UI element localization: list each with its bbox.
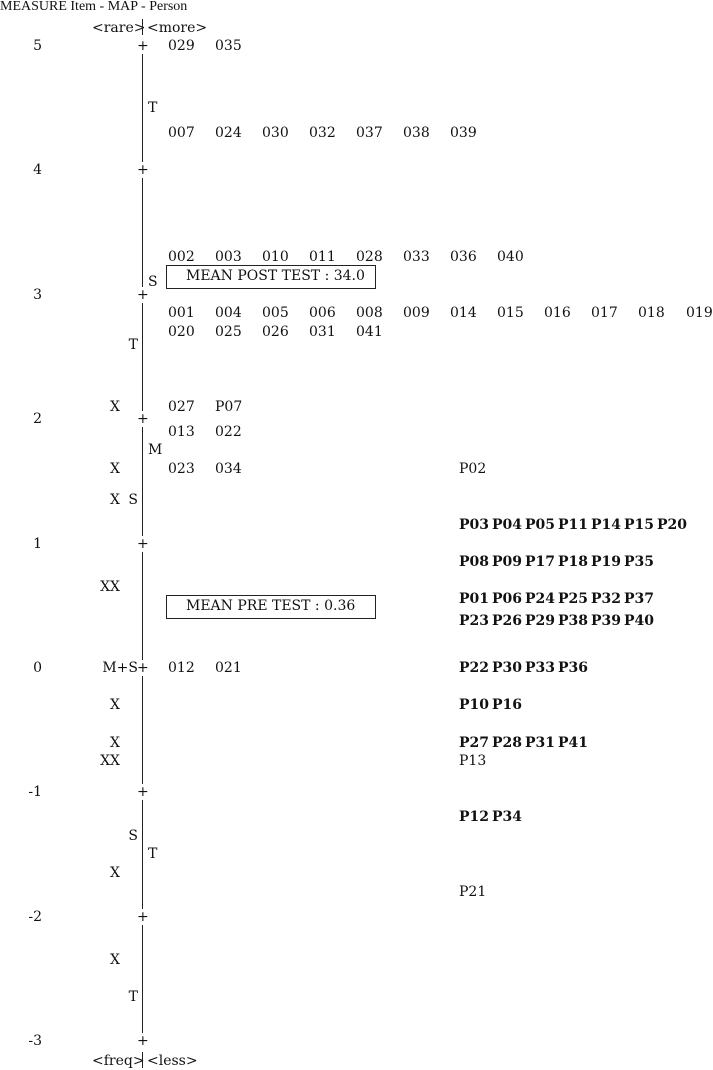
axis-tick-mark: +: [137, 908, 149, 925]
item-label: 022: [215, 423, 242, 440]
y-tick-label: 0: [33, 659, 42, 676]
item-label-right: P41: [558, 734, 589, 751]
footer-left-label: <freq>: [92, 1053, 145, 1069]
axis-segment: [142, 427, 143, 535]
item-label: 030: [262, 125, 289, 142]
header-left-label: <rare>: [92, 20, 146, 36]
item-label: 005: [262, 305, 289, 322]
item-label: 033: [403, 249, 430, 266]
item-label: 032: [309, 125, 336, 142]
axis-marker-left: S: [128, 827, 138, 844]
item-label-right: P26: [492, 612, 523, 629]
axis-marker-left: T: [128, 989, 138, 1006]
item-label-right: P08: [459, 554, 490, 571]
person-marker: X: [110, 491, 120, 508]
axis-segment: [142, 303, 143, 411]
person-marker: X: [110, 460, 120, 477]
axis-marker-right: T: [148, 846, 158, 863]
item-label: 018: [638, 305, 665, 322]
item-label: 034: [215, 460, 242, 477]
item-label: 019: [686, 305, 713, 322]
axis-tick-mark: +: [137, 286, 149, 303]
map-title: MEASURE Item - MAP - Person: [0, 0, 188, 14]
person-marker: X: [110, 398, 120, 415]
item-label: 017: [591, 305, 618, 322]
axis-segment: [142, 925, 143, 1033]
person-marker: X: [110, 734, 120, 751]
axis-segment: [142, 552, 143, 660]
axis-marker-left: S: [128, 491, 138, 508]
item-label: 024: [215, 125, 242, 142]
item-label-right: P33: [525, 659, 556, 676]
item-label: 013: [168, 423, 195, 440]
item-label-right: P37: [624, 591, 655, 608]
item-label-right: P16: [492, 697, 523, 714]
person-marker: XX: [100, 579, 120, 596]
item-label: P07: [215, 398, 243, 415]
person-marker: X: [110, 697, 120, 714]
item-label: 009: [403, 305, 430, 322]
item-label: 021: [215, 659, 242, 676]
item-label-right: P24: [525, 591, 556, 608]
item-label: 001: [168, 305, 195, 322]
item-label-right: P13: [459, 753, 487, 770]
axis-marker-right: M: [148, 442, 163, 459]
item-label-right: P29: [525, 612, 556, 629]
item-label: 027: [168, 398, 195, 415]
axis-tick-mark: +: [137, 535, 149, 552]
axis-tick-mark: +: [137, 38, 149, 54]
axis-segment: [142, 800, 143, 908]
axis-segment: [142, 676, 143, 784]
y-tick-label: -1: [28, 784, 42, 801]
item-label-right: P12: [459, 809, 490, 826]
item-label-right: P30: [492, 659, 523, 676]
item-label: 002: [168, 249, 195, 266]
item-label: 026: [262, 324, 289, 341]
item-label: 035: [215, 38, 242, 54]
item-label-right: P28: [492, 734, 523, 751]
mean-annotation-label: MEAN POST TEST : 34.0: [186, 268, 365, 285]
y-tick-label: 1: [33, 535, 42, 552]
item-label-right: P31: [525, 734, 556, 751]
item-label-right: P02: [459, 460, 487, 477]
item-label: 037: [356, 125, 383, 142]
item-label-right: P23: [459, 612, 490, 629]
item-label: 016: [544, 305, 571, 322]
axis-segment: [142, 54, 143, 162]
item-label-right: P03: [459, 516, 490, 533]
item-label: 007: [168, 125, 195, 142]
item-label-right: P05: [525, 516, 556, 533]
item-label: 040: [497, 249, 524, 266]
axis-segment: [142, 178, 143, 286]
item-label-right: P38: [558, 612, 589, 629]
item-label-right: P14: [591, 516, 622, 533]
item-label-right: P11: [558, 516, 589, 533]
y-tick-label: 4: [33, 162, 42, 179]
item-label: 028: [356, 249, 383, 266]
item-label-right: P32: [591, 591, 622, 608]
y-tick-label: 5: [33, 38, 42, 54]
header-divider: [142, 19, 143, 35]
footer-right-label: <less>: [147, 1053, 198, 1069]
item-label: 031: [309, 324, 336, 341]
item-label-right: P25: [558, 591, 589, 608]
y-tick-label: -2: [28, 908, 42, 925]
axis-tick-mark: +: [137, 411, 149, 428]
item-label-right: P27: [459, 734, 490, 751]
item-label: 015: [497, 305, 524, 322]
person-marker: XX: [100, 753, 120, 770]
axis-tick-mark: +: [137, 784, 149, 801]
item-label: 012: [168, 659, 195, 676]
item-label: 004: [215, 305, 242, 322]
item-label: 039: [450, 125, 477, 142]
item-label-right: P39: [591, 612, 622, 629]
axis-tick-mark: +: [137, 1033, 149, 1049]
item-label-right: P21: [459, 883, 487, 900]
item-label-right: P20: [657, 516, 688, 533]
item-label-right: P34: [492, 809, 523, 826]
axis-marker-left: M+S: [102, 659, 138, 676]
item-label-right: P36: [558, 659, 589, 676]
axis-tick-mark: +: [137, 162, 149, 179]
item-label: 041: [356, 324, 383, 341]
item-label-right: P15: [624, 516, 655, 533]
y-tick-label: 2: [33, 411, 42, 428]
item-label: 029: [168, 38, 195, 54]
header-right-label: <more>: [147, 20, 208, 36]
item-label-right: P22: [459, 659, 490, 676]
item-label-right: P09: [492, 554, 523, 571]
person-marker: X: [110, 952, 120, 969]
item-label-right: P06: [492, 591, 523, 608]
axis-marker-right: T: [148, 100, 158, 117]
y-tick-label: 3: [33, 286, 42, 303]
item-label-right: P10: [459, 697, 490, 714]
item-label: 036: [450, 249, 477, 266]
item-label: 011: [309, 249, 336, 266]
item-label-right: P04: [492, 516, 523, 533]
item-label-right: P19: [591, 554, 622, 571]
item-label-right: P17: [525, 554, 556, 571]
item-label: 003: [215, 249, 242, 266]
item-label: 010: [262, 249, 289, 266]
item-label-right: P35: [624, 554, 655, 571]
item-label-right: P18: [558, 554, 589, 571]
mean-annotation-label: MEAN PRE TEST : 0.36: [186, 597, 356, 614]
axis-marker-left: T: [128, 336, 138, 353]
item-label: 020: [168, 324, 195, 341]
y-tick-label: -3: [28, 1033, 42, 1049]
person-marker: X: [110, 865, 120, 882]
item-label-right: P01: [459, 591, 490, 608]
item-label-right: P40: [624, 612, 655, 629]
item-label: 008: [356, 305, 383, 322]
item-label: 014: [450, 305, 477, 322]
item-label: 023: [168, 460, 195, 477]
axis-marker-right: S: [148, 274, 158, 291]
axis-tick-mark: +: [137, 659, 149, 676]
item-label: 038: [403, 125, 430, 142]
item-label: 025: [215, 324, 242, 341]
item-label: 006: [309, 305, 336, 322]
